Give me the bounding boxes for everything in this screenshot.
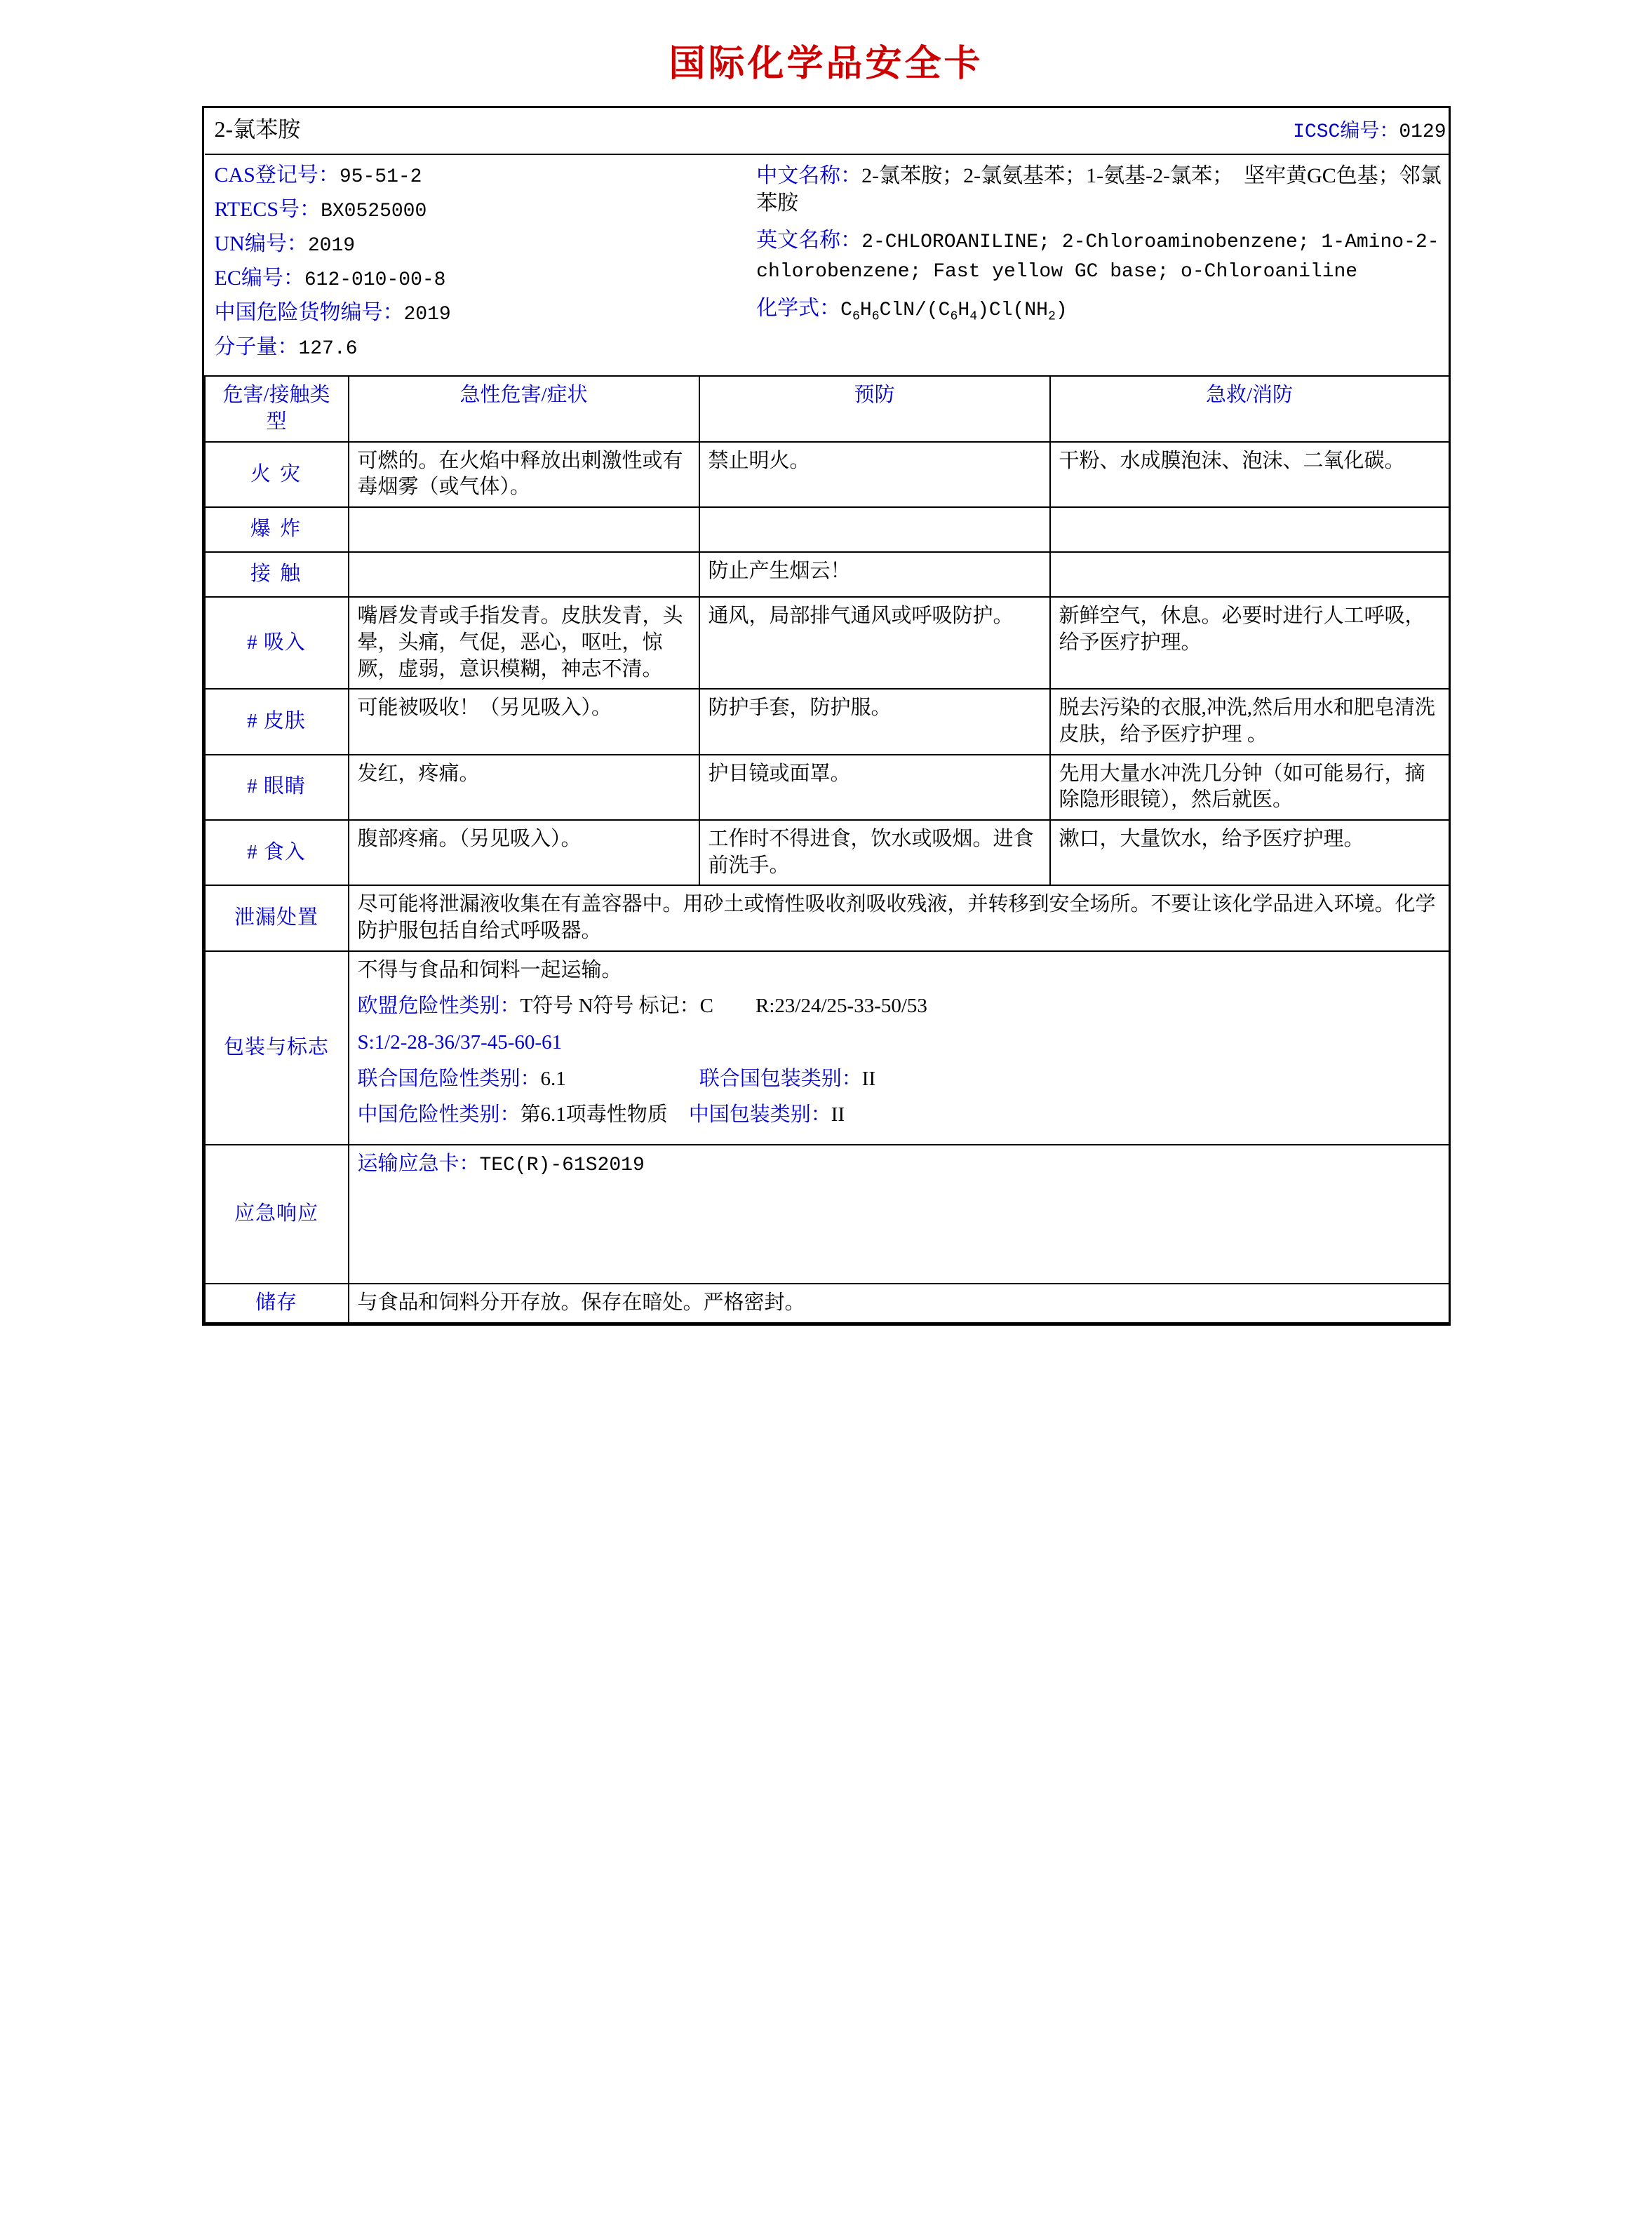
cell-inhalation-firstaid: 新鲜空气，休息。必要时进行人工呼吸，给予医疗护理。 [1050,597,1449,689]
mw-entry [215,334,757,361]
en-name-entry [756,227,1446,285]
eu-s-phrases-text: S:1/2-28-36/37-45-60-61 [357,1031,563,1054]
row-label-exposure: 接 触 [205,552,349,597]
table-row [205,689,1449,754]
icsc-label: ICSC编号： [1293,121,1399,143]
formula-label: 化学式： [756,297,841,321]
eu-class-value: T符号 N符号 标记：C [520,995,714,1018]
rtecs-value: BX0525000 [321,201,427,223]
cn-class-value: 第6.1项毒性物质 [520,1103,668,1127]
ec-value: 612-010-00-8 [304,269,446,292]
ec-entry [215,265,757,293]
en-name-label: 英文名称： [756,229,862,253]
cell-explosion-prevention [699,507,1050,552]
table-row [205,552,1449,597]
cn-pack-value: II [831,1103,845,1127]
table-row [205,755,1449,820]
cell-ingestion-symptoms: 腹部疼痛。（另见吸入）。 [349,820,699,885]
cell-explosion-firstaid [1050,507,1449,552]
un-class-value: 6.1 [540,1067,566,1090]
cn-dangerous-value: 2019 [403,304,451,326]
spill-row [205,885,1449,950]
cell-exposure-symptoms [349,552,699,597]
cn-class-label: 中国危险性类别： [357,1103,521,1127]
row-label-inhalation: # 吸入 [205,597,349,689]
names-column [756,162,1446,368]
rtecs-entry [215,196,757,224]
en-name-value: 2-CHLOROANILINE; 2-Chloroaminobenzene; 1-Amino-2-chlorobenzene; Fast yellow GC base; o-Chloroaniline [756,231,1439,283]
cell-emergency [349,1145,1449,1284]
table-row [205,820,1449,885]
un-pack-label: 联合国包装类别： [699,1067,862,1090]
emergency-row [205,1145,1449,1284]
cn-name-value: 2-氯苯胺；2-氯氨基苯；1-氨基-2-氯苯； 坚牢黄GC色基；邻氯苯胺 [756,164,1442,215]
column-header-row [205,376,1449,441]
un-entry [215,231,757,258]
mw-value: 127.6 [298,338,358,361]
formula-value: $C_6H_6ClN/(C_6H_4)Cl(NH_2)$ [840,300,1068,324]
cell-storage-text: 与食品和饲料分开存放。保存在暗处。严格密封。 [349,1284,1449,1323]
cell-spill-text: 尽可能将泄漏液收集在有盖容器中。用砂土或惰性吸收剂吸收残液，并转移到安全场所。不要让该化学品进入环境。化学防护服包括自给式呼吸器。 [349,885,1449,950]
packaging-un-line [358,1066,1440,1093]
tec-label: 运输应急卡： [357,1152,480,1176]
eu-s-phrases [358,1030,1440,1056]
un-value: 2019 [307,235,356,257]
cell-skin-symptoms: 可能被吸收！（另见吸入）。 [349,689,699,754]
formula-entry [756,295,1446,325]
name-bar-cell [205,108,1449,154]
cell-inhalation-prevention: 通风，局部排气通风或呼吸防护。 [699,597,1050,689]
eu-class-label: 欧盟危险性类别： [357,995,521,1018]
icsc-number-group [1293,120,1446,145]
row-label-explosion: 爆 炸 [205,507,349,552]
tec-line [358,1151,1440,1178]
cell-fire-firstaid: 干粉、水成膜泡沫、泡沫、二氧化碳。 [1050,442,1449,507]
un-class-label: 联合国危险性类别： [357,1067,541,1090]
cell-ingestion-prevention: 工作时不得进食，饮水或吸烟。进食前洗手。 [699,820,1050,885]
cas-entry [215,162,757,189]
rtecs-label: RTECS号： [214,198,321,222]
identifier-row [205,154,1449,376]
cell-fire-symptoms: 可燃的。在火焰中释放出刺激性或有毒烟雾（或气体）。 [349,442,699,507]
mw-label: 分子量： [214,335,299,359]
cell-explosion-symptoms [349,507,699,552]
row-label-skin: # 皮肤 [205,689,349,754]
icsc-card [202,106,1451,1326]
cn-name-entry [756,162,1446,217]
eu-r-phrases: R:23/24/25-33-50/53 [756,995,927,1018]
row-label-storage: 储存 [205,1284,349,1323]
cell-packaging [349,951,1449,1145]
cell-eyes-firstaid: 先用大量水冲洗几分钟（如可能易行，摘除隐形眼镜），然后就医。 [1050,755,1449,820]
cn-dangerous-label: 中国危险货物编号： [214,301,404,325]
packaging-cn-line [358,1102,1440,1129]
col-header-hazard-type: 危害/接触类型 [205,376,349,441]
identifier-cell [205,154,1449,376]
table-row [205,597,1449,689]
row-label-emergency: 应急响应 [205,1145,349,1284]
row-label-ingestion: # 食入 [205,820,349,885]
tec-value: TEC(R)-61S2019 [479,1155,645,1177]
cn-dangerous-entry [215,300,757,327]
cell-skin-firstaid: 脱去污染的衣服,冲洗,然后用水和肥皂清洗皮肤，给予医疗护理 。 [1050,689,1449,754]
packaging-note: 不得与食品和饲料一起运输。 [357,958,622,981]
substance-name: 2-氯苯胺 [214,116,301,142]
row-label-spill: 泄漏处置 [205,885,349,950]
col-header-firstaid: 急救/消防 [1050,376,1449,441]
header-name-row [205,108,1449,154]
cell-eyes-prevention: 护目镜或面罩。 [699,755,1050,820]
ec-label: EC编号： [214,267,304,290]
row-label-packaging: 包装与标志 [205,951,349,1145]
cas-value: 95-51-2 [339,166,422,189]
cell-skin-prevention: 防护手套，防护服。 [699,689,1050,754]
icsc-number: 0129 [1399,121,1446,143]
icsc-table [204,108,1450,1324]
cell-eyes-symptoms: 发红，疼痛。 [349,755,699,820]
col-header-symptoms: 急性危害/症状 [349,376,699,441]
cell-exposure-prevention: 防止产生烟云！ [699,552,1050,597]
cell-fire-prevention: 禁止明火。 [699,442,1050,507]
cell-ingestion-firstaid: 漱口，大量饮水，给予医疗护理。 [1050,820,1449,885]
identifier-column [208,162,757,368]
cas-label: CAS登记号： [214,163,340,187]
cn-pack-label: 中国包装类别： [688,1103,831,1127]
col-header-prevention: 预防 [699,376,1050,441]
row-label-fire: 火 灾 [205,442,349,507]
cell-inhalation-symptoms: 嘴唇发青或手指发青。皮肤发青，头晕，头痛，气促，恶心，呕吐，惊厥，虚弱，意识模糊，神志不清。 [349,597,699,689]
cell-exposure-firstaid [1050,552,1449,597]
table-row [205,442,1449,507]
cn-name-label: 中文名称： [756,164,862,188]
row-label-eyes: # 眼睛 [205,755,349,820]
packaging-row [205,951,1449,1145]
un-pack-value: II [861,1067,876,1090]
storage-row [205,1284,1449,1323]
page-title: 国际化学品安全卡 [669,43,983,85]
packaging-eu-line [358,993,1440,1020]
un-label: UN编号： [214,232,308,256]
table-row [205,507,1449,552]
